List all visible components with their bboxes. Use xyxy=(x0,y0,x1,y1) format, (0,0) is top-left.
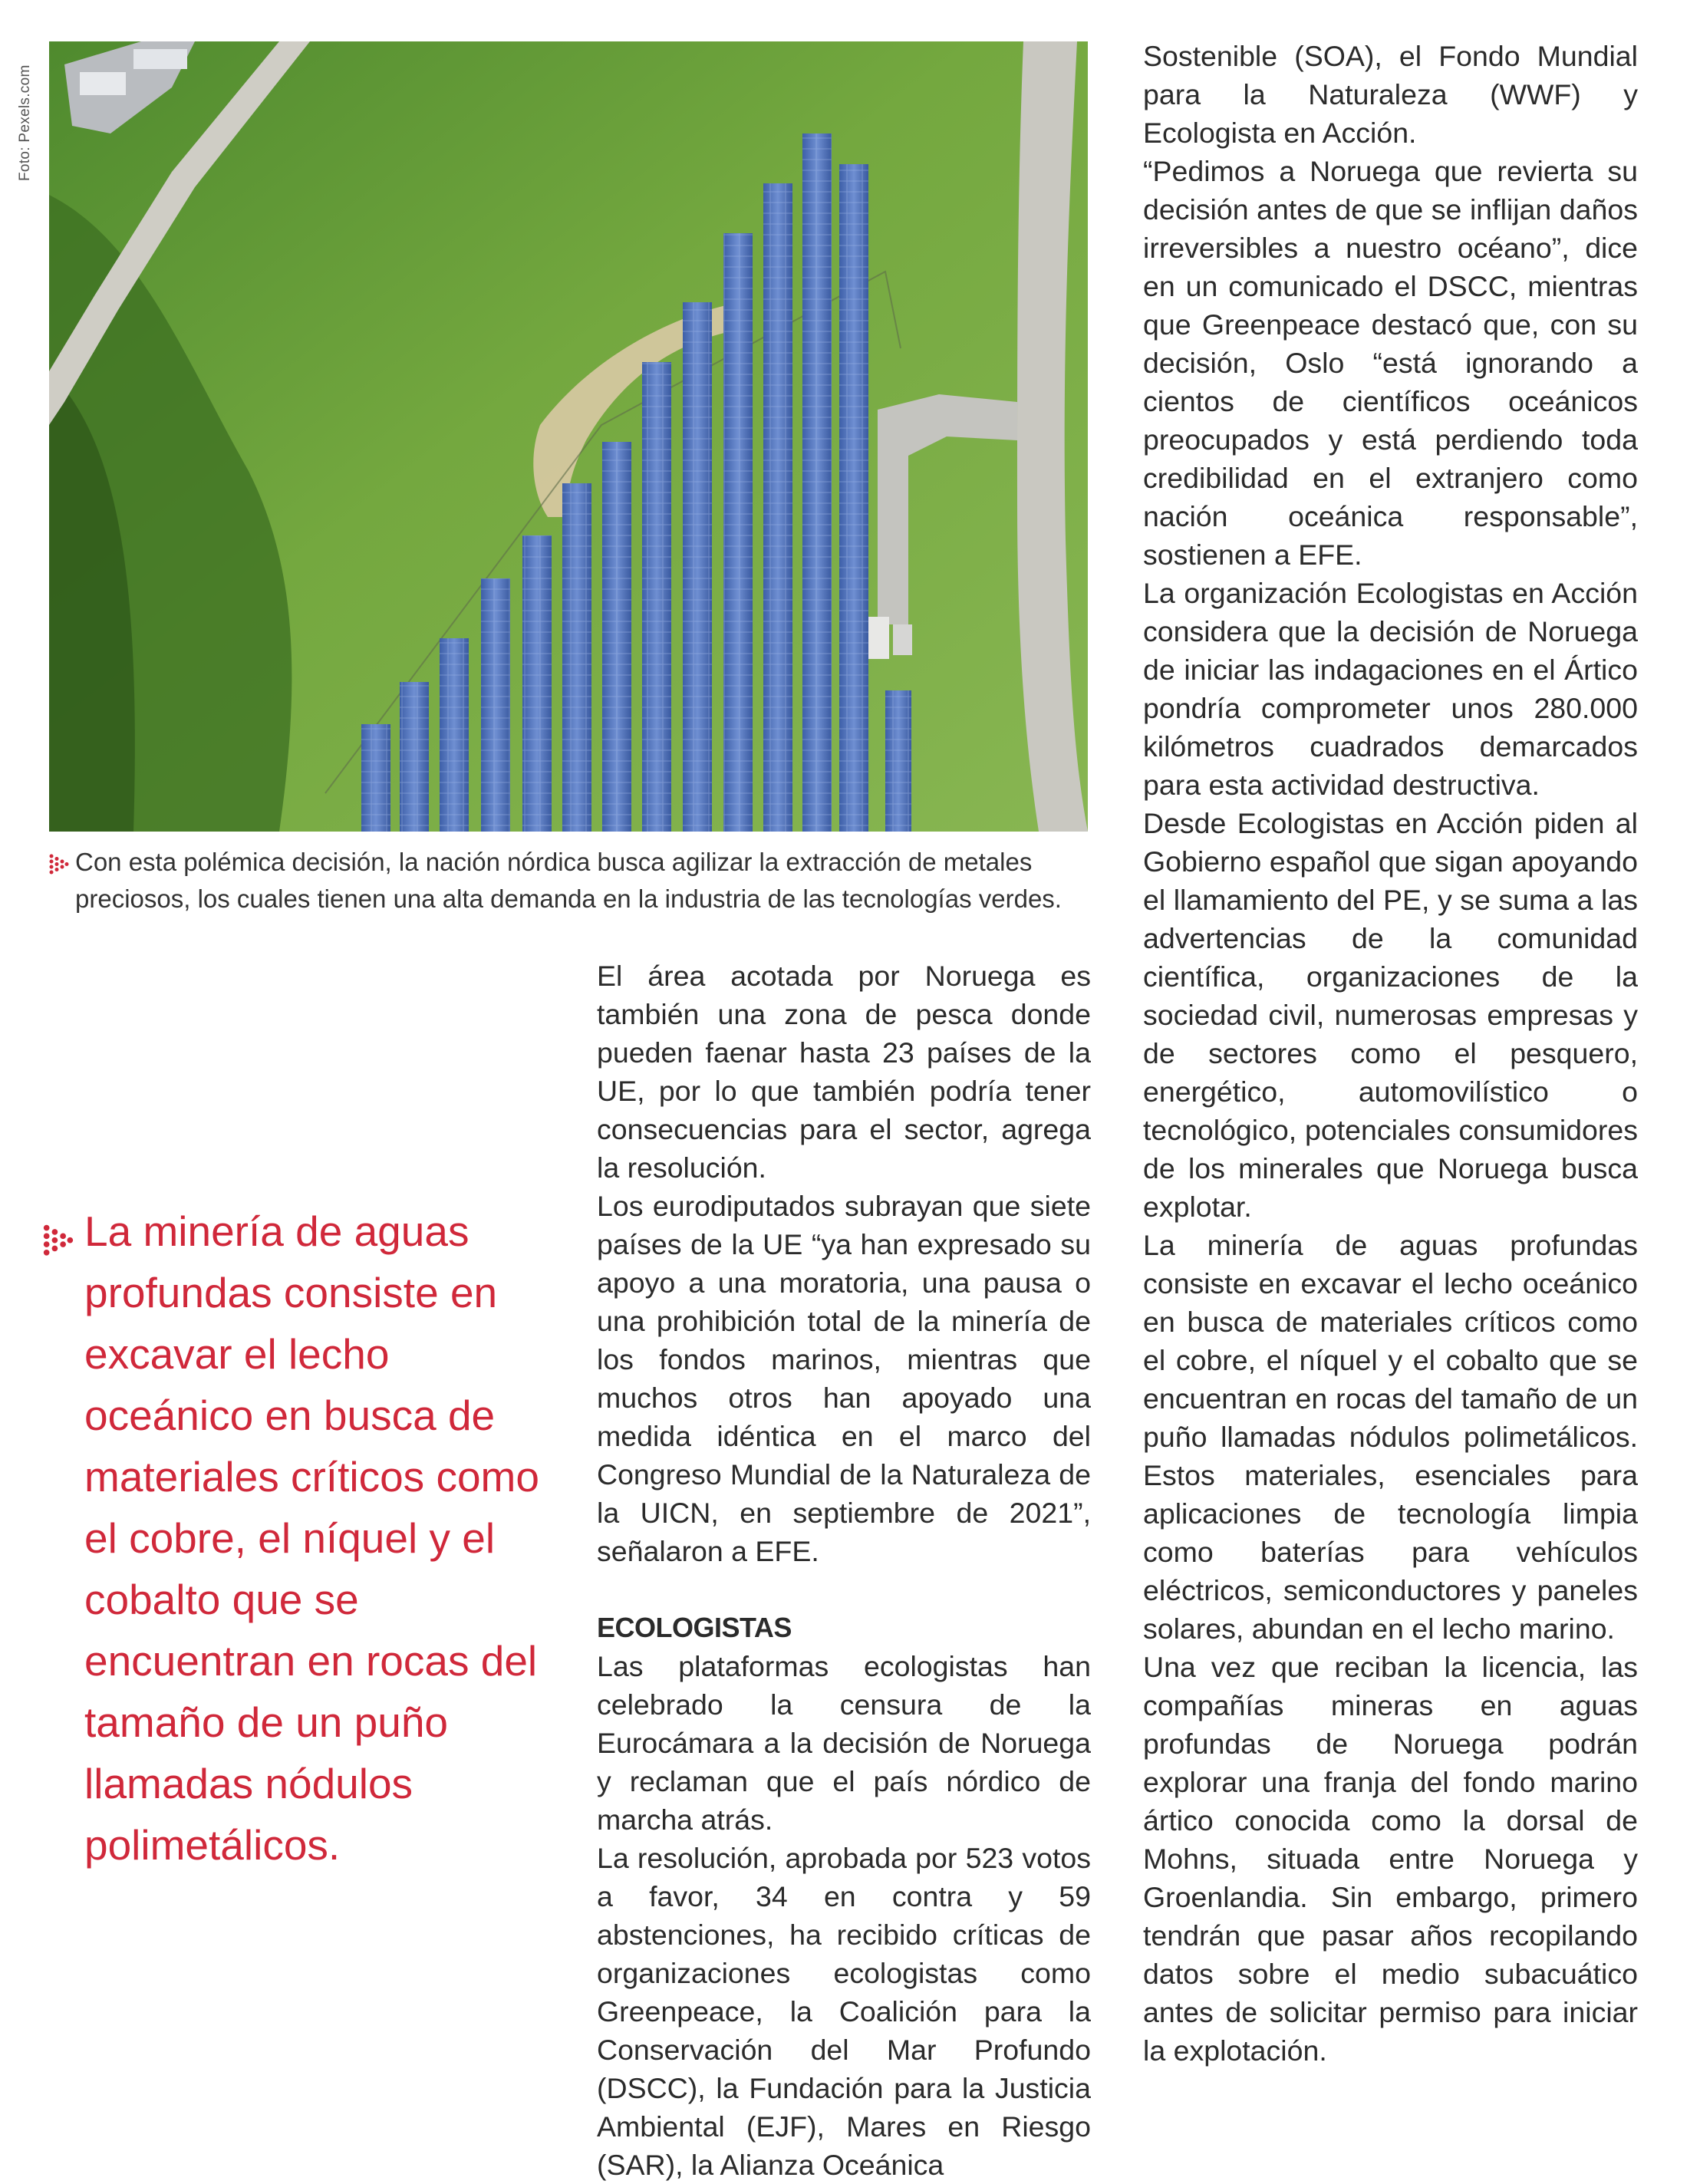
paragraph: La minería de aguas profundas consiste en excavar el lecho oceánico en busca de materiales críticos como el cobre, el níquel y el cobalto que se encuentran en rocas del tamaño de un puño llamadas nódulos polimetálicos. Estos materiales, esenciales para aplicaciones de tecnología limpia como baterías para vehículos eléctricos, semiconductores y paneles solares, abundan en el lecho marino. xyxy=(1143,1229,1638,1645)
paragraph: Los eurodiputados subrayan que siete países de la UE “ya han expresado su apoyo a una moratoria, una pausa o una prohibición total de la minería de los fondos marinos, mientras que muchos otros han apoyado una medida idéntica en el marco del Congreso Mundial de la Naturaleza de la UICN, en septiembre de 2021”, señalaron a EFE. xyxy=(597,1190,1091,1567)
article-column-middle xyxy=(597,957,1091,2184)
solar-farm-photo xyxy=(49,41,1088,832)
caption-text: Con esta polémica decisión, la nación nórdica busca agilizar la extracción de metales preciosos, los cuales tienen una alta demanda en la industria de las tecnologías verdes. xyxy=(75,848,1062,913)
pull-quote-bullet-icon xyxy=(43,1214,74,1276)
photo-caption xyxy=(49,844,1100,917)
paragraph: La resolución, aprobada por 523 votos a favor, 34 en contra y 59 abstenciones, ha recibido críticas de organizaciones ecologistas como Greenpeace, la Coalición para la Conservación del Mar Profundo (DSCC), la Fundación para la Justicia Ambiental (EJF), Mares en Riesgo (SAR), la Alianza Oceánica xyxy=(597,1842,1091,2181)
article-column-right xyxy=(1143,37,1638,2070)
paragraph: Una vez que reciban la licencia, las compañías mineras en aguas profundas de Noruega podrán explorar una franja del fondo marino ártico conocida como la dorsal de Mohns, situada entre Noruega y Groenlandia. Sin embargo, primero tendrán que pasar años recopilando datos sobre el medio subacuático antes de solicitar permiso para iniciar la explotación. xyxy=(1143,1651,1638,2067)
caption-bullet-icon xyxy=(49,850,69,887)
pull-quote xyxy=(43,1201,549,1876)
paragraph: “Pedimos a Noruega que revierta su decisión antes de que se inflijan daños irreversibles a nuestro océano”, dice en un comunicado el DSCC, mientras que Greenpeace destacó que, con su decisión, Oslo “está ignorando a cientos de científicos oceánicos preocupados y está perdiendo toda credibilidad en el extranjero como nación oceánica responsable”, sostienen a EFE. xyxy=(1143,155,1638,571)
section-subhead: ECOLOGISTAS xyxy=(597,1612,792,1643)
paragraph: Las plataformas ecologistas han celebrado la censura de la Eurocámara a la decisión de Noruega y reclaman que el país nórdico de marcha atrás. xyxy=(597,1650,1091,1836)
paragraph: Desde Ecologistas en Acción piden al Gobierno español que sigan apoyando el llamamiento del PE, y se suma a las advertencias de la comunidad científica, organizaciones de la sociedad civil, numerosas empresas y de sectores como el pesquero, energético, automovilístico o tecnológico, potenciales consumidores de los minerales que Noruega busca explotar. xyxy=(1143,807,1638,1223)
paragraph: El área acotada por Noruega es también una zona de pesca donde pueden faenar hasta 23 países de la UE, por lo que también podría tener consecuencias para el sector, agrega la resolución. xyxy=(597,960,1091,1184)
photo-credit: Foto: Pexels.com xyxy=(17,64,33,181)
solar-farm-aerial-icon xyxy=(49,41,1088,832)
pull-quote-text: La minería de aguas profundas consiste en excavar el lecho oceánico en busca de materiales críticos como el cobre, el níquel y el cobalto que se encuentran en rocas del tamaño de un puño llamadas nódulos polimetálicos. xyxy=(84,1207,539,1869)
paragraph: La organización Ecologistas en Acción considera que la decisión de Noruega de iniciar las indagaciones en el Ártico pondría comprometer unos 280.000 kilómetros cuadrados demarcados para esta actividad destructiva. xyxy=(1143,577,1638,801)
paragraph: Sostenible (SOA), el Fondo Mundial para la Naturaleza (WWF) y Ecologista en Acción. xyxy=(1143,40,1638,149)
